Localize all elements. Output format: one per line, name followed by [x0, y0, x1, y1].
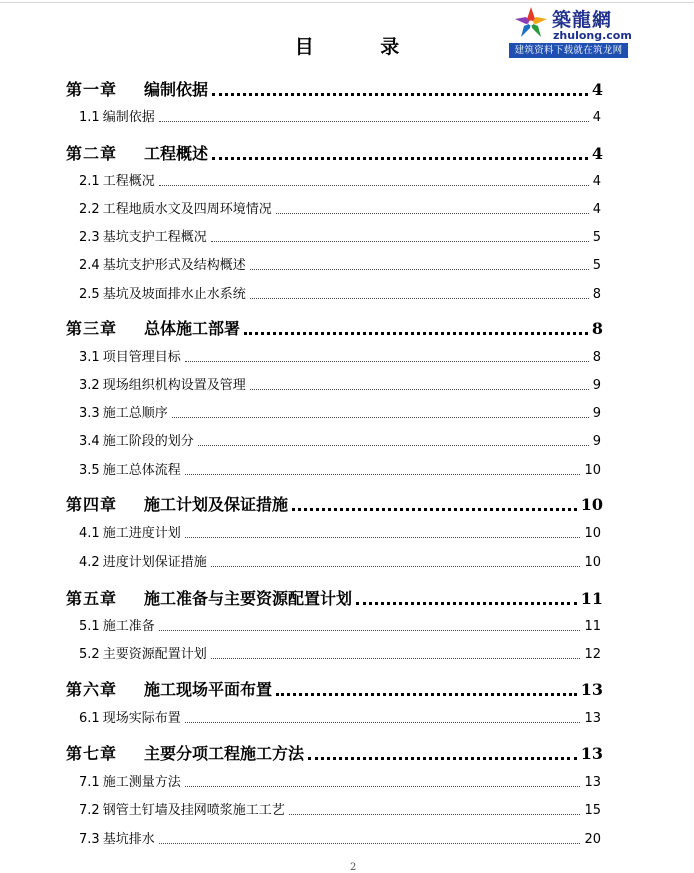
toc-section-entry[interactable]	[79, 828, 601, 847]
toc-entry-page: 13	[580, 680, 603, 699]
toc-dot-leader	[276, 213, 589, 214]
toc-entry-title: 基坑排水	[102, 832, 155, 847]
toc-entry-page: 9	[592, 406, 601, 421]
toc-section-entry[interactable]	[79, 346, 601, 365]
toc-entry-title: 钢管土钉墙及挂网喷浆施工工艺	[102, 803, 285, 818]
toc-entry-number: 2.2	[79, 202, 100, 217]
toc-dot-leader	[211, 241, 589, 242]
toc-dot-leader	[198, 445, 589, 446]
toc-entry-title: 工程概述	[144, 144, 209, 163]
toc-entry-number: 7.1	[79, 775, 100, 790]
toc-entry-title: 施工总体流程	[102, 463, 181, 478]
toc-entry-page: 8	[592, 287, 601, 302]
toc-section-entry[interactable]	[79, 283, 601, 302]
toc-dot-leader	[159, 843, 581, 844]
toc-dot-leader	[292, 508, 577, 511]
toc-entry-page: 5	[592, 258, 601, 273]
toc-dot-leader	[211, 658, 581, 659]
toc-entry-number: 7.3	[79, 832, 100, 847]
toc-entry-number: 3.1	[79, 350, 100, 365]
toc-entry-title: 项目管理目标	[102, 350, 181, 365]
toc-entry-title: 基坑支护形式及结构概述	[102, 258, 246, 273]
toc-entry-number: 5.1	[79, 619, 100, 634]
toc-entry-page: 13	[584, 775, 601, 790]
toc-entry-page: 11	[584, 619, 601, 634]
toc-entry-page: 9	[592, 378, 601, 393]
toc-dot-leader	[250, 269, 589, 270]
toc-chapter-entry[interactable]	[66, 741, 603, 764]
toc-entry-number: 3.2	[79, 378, 100, 393]
toc-chapter-entry[interactable]	[66, 586, 603, 609]
toc-entry-number: 2.3	[79, 230, 100, 245]
toc-entry-number: 5.2	[79, 647, 100, 662]
page-number: 2	[350, 862, 357, 873]
toc-dot-leader	[185, 474, 581, 475]
toc-entry-number: 第七章	[66, 744, 118, 763]
toc-entry-title: 进度计划保证措施	[102, 555, 207, 570]
toc-dot-leader	[276, 693, 577, 696]
toc-entry-number: 第四章	[66, 495, 118, 514]
toc-section-entry[interactable]	[79, 522, 601, 541]
toc-section-entry[interactable]	[79, 170, 601, 189]
logo-domain: zhulong.com	[553, 29, 632, 42]
logo-chinese-name: 築龍網	[552, 9, 613, 31]
toc-entry-page: 4	[592, 110, 601, 125]
toc-entry-number: 3.5	[79, 463, 100, 478]
toc-entry-number: 3.3	[79, 406, 100, 421]
toc-section-entry[interactable]	[79, 106, 601, 125]
toc-dot-leader	[289, 814, 581, 815]
toc-entry-number: 1.1	[79, 110, 100, 125]
toc-chapter-entry[interactable]	[66, 316, 603, 339]
toc-chapter-entry[interactable]	[66, 492, 603, 515]
toc-entry-title: 施工准备	[102, 619, 155, 634]
toc-section-entry[interactable]	[79, 707, 601, 726]
toc-section-entry[interactable]	[79, 198, 601, 217]
toc-entry-number: 4.1	[79, 526, 100, 541]
toc-entry-page: 9	[592, 434, 601, 449]
toc-dot-leader	[159, 121, 589, 122]
toc-entry-number: 第五章	[66, 589, 118, 608]
toc-title: 目 录	[294, 36, 430, 58]
toc-entry-number: 2.1	[79, 174, 100, 189]
toc-entry-title: 施工总顺序	[102, 406, 168, 421]
toc-dot-leader	[159, 185, 589, 186]
toc-entry-page: 4	[591, 80, 603, 99]
toc-entry-page: 20	[584, 832, 601, 847]
toc-entry-page: 4	[591, 144, 603, 163]
toc-section-entry[interactable]	[79, 254, 601, 273]
toc-entry-page: 15	[584, 803, 601, 818]
logo-slogan: 建筑资料下载就在筑龙网	[509, 43, 628, 58]
toc-entry-title: 主要分项工程施工方法	[144, 744, 305, 763]
toc-entry-title: 基坑支护工程概况	[102, 230, 207, 245]
toc-dot-leader	[250, 389, 589, 390]
toc-entry-page: 10	[580, 495, 603, 514]
toc-entry-title: 工程地质水文及四周环境情况	[102, 202, 272, 217]
toc-dot-leader	[185, 786, 581, 787]
toc-entry-page: 4	[592, 202, 601, 217]
toc-chapter-entry[interactable]	[66, 77, 603, 100]
toc-section-entry[interactable]	[79, 551, 601, 570]
toc-entry-page: 10	[584, 463, 601, 478]
toc-section-entry[interactable]	[79, 643, 601, 662]
toc-entry-page: 13	[584, 711, 601, 726]
toc-entry-number: 4.2	[79, 555, 100, 570]
toc-entry-number: 3.4	[79, 434, 100, 449]
toc-section-entry[interactable]	[79, 402, 601, 421]
toc-entry-page: 5	[592, 230, 601, 245]
toc-entry-title: 现场组织机构设置及管理	[102, 378, 246, 393]
toc-section-entry[interactable]	[79, 226, 601, 245]
toc-chapter-entry[interactable]	[66, 677, 603, 700]
toc-entry-page: 8	[592, 350, 601, 365]
toc-entry-page: 11	[580, 589, 603, 608]
toc-entry-title: 总体施工部署	[144, 319, 241, 338]
toc-entry-number: 7.2	[79, 803, 100, 818]
toc-dot-leader	[308, 757, 577, 760]
toc-entry-title: 施工准备与主要资源配置计划	[144, 589, 353, 608]
toc-entry-page: 10	[584, 526, 601, 541]
toc-dot-leader	[172, 417, 589, 418]
toc-entry-number: 第三章	[66, 319, 118, 338]
toc-entry-title: 施工测量方法	[102, 775, 181, 790]
toc-section-entry[interactable]	[79, 374, 601, 393]
toc-dot-leader	[185, 722, 581, 723]
toc-entry-page: 12	[584, 647, 601, 662]
toc-entry-number: 第六章	[66, 680, 118, 699]
toc-chapter-entry[interactable]	[66, 141, 603, 164]
toc-dot-leader	[212, 157, 588, 160]
toc-entry-title: 主要资源配置计划	[102, 647, 207, 662]
toc-entry-title: 现场实际布置	[102, 711, 181, 726]
toc-entry-number: 6.1	[79, 711, 100, 726]
toc-dot-leader	[159, 630, 581, 631]
toc-dot-leader	[211, 566, 581, 567]
toc-entry-title: 编制依据	[144, 80, 209, 99]
toc-section-entry[interactable]	[79, 430, 601, 449]
toc-entry-title: 基坑及坡面排水止水系统	[102, 287, 246, 302]
toc-entry-number: 2.4	[79, 258, 100, 273]
toc-entry-number: 第二章	[66, 144, 118, 163]
toc-entry-title: 工程概况	[102, 174, 155, 189]
toc-entry-title: 施工现场平面布置	[144, 680, 273, 699]
toc-entry-page: 10	[584, 555, 601, 570]
toc-entry-page: 13	[580, 744, 603, 763]
toc-entry-title: 施工阶段的划分	[102, 434, 194, 449]
toc-entry-title: 施工进度计划	[102, 526, 181, 541]
toc-dot-leader	[356, 602, 577, 605]
toc-entry-title: 施工计划及保证措施	[144, 495, 289, 514]
toc-entry-title: 编制依据	[102, 110, 155, 125]
toc-section-entry[interactable]	[79, 799, 601, 818]
toc-section-entry[interactable]	[79, 615, 601, 634]
toc-section-entry[interactable]	[79, 771, 601, 790]
toc-entry-page: 4	[592, 174, 601, 189]
toc-dot-leader	[250, 298, 589, 299]
toc-dot-leader	[244, 332, 588, 335]
toc-dot-leader	[212, 93, 588, 96]
toc-entry-page: 8	[591, 319, 603, 338]
toc-dot-leader	[185, 361, 589, 362]
toc-entry-number: 2.5	[79, 287, 100, 302]
toc-dot-leader	[185, 537, 581, 538]
toc-entry-number: 第一章	[66, 80, 118, 99]
toc-section-entry[interactable]	[79, 459, 601, 478]
